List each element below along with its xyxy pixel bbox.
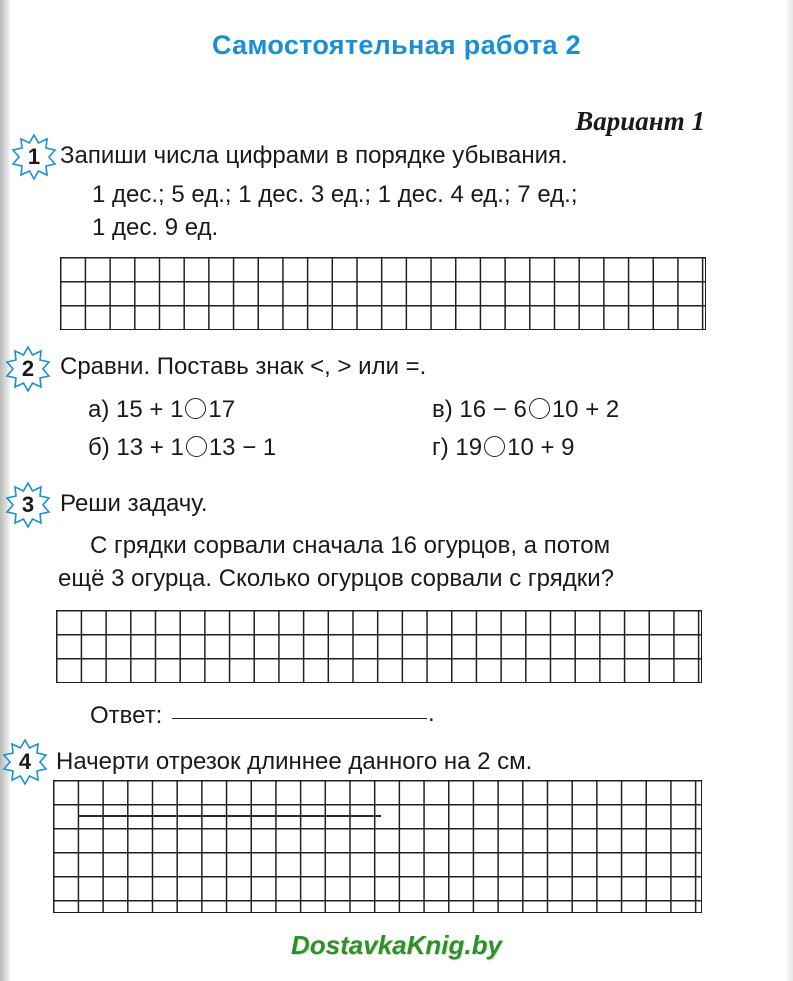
task-4-drawing-grid[interactable] bbox=[53, 780, 702, 913]
compare-item-b bbox=[88, 434, 276, 462]
item-left: 19 bbox=[455, 434, 483, 461]
compare-item-v bbox=[432, 396, 619, 424]
compare-item-a bbox=[88, 396, 235, 424]
item-label: а) bbox=[88, 396, 110, 423]
task-4-number: 4 bbox=[18, 749, 32, 774]
task-1-number: 1 bbox=[27, 144, 41, 169]
answer-label: Ответ: bbox=[90, 702, 163, 729]
item-right: 17 bbox=[208, 396, 236, 423]
variant-label: Вариант 1 bbox=[575, 106, 705, 136]
answer-field[interactable] bbox=[172, 718, 427, 719]
item-left: 15 + 1 bbox=[116, 396, 184, 423]
task-1-answer-grid[interactable] bbox=[60, 257, 706, 330]
watermark: DostavkaKnig.by bbox=[291, 930, 502, 960]
item-right: 10 + 2 bbox=[551, 396, 620, 423]
item-left: 16 − 6 bbox=[459, 396, 527, 423]
task-1-badge bbox=[10, 133, 58, 181]
item-right: 10 + 9 bbox=[507, 434, 575, 461]
item-right: 13 − 1 bbox=[208, 434, 277, 461]
item-label: б) bbox=[88, 434, 110, 461]
page-right-edge bbox=[785, 0, 793, 981]
compare-circle[interactable] bbox=[186, 436, 207, 457]
compare-circle[interactable] bbox=[185, 398, 206, 419]
task-2-badge bbox=[4, 345, 52, 393]
task-3-number: 3 bbox=[21, 492, 35, 517]
task-2-number: 2 bbox=[21, 356, 35, 381]
task-1-line-1: 1 дес.; 5 ед.; 1 дес. 3 ед.; 1 дес. 4 ед.; 7 ед.; bbox=[92, 181, 578, 208]
task-4-title: Начерти отрезок длиннее данного на 2 см. bbox=[56, 748, 533, 775]
item-label: в) bbox=[432, 396, 453, 423]
item-left: 13 + 1 bbox=[116, 434, 184, 461]
task-4-badge bbox=[1, 738, 49, 786]
answer-period: . bbox=[428, 700, 435, 727]
task-3-answer-grid[interactable] bbox=[56, 610, 702, 683]
compare-circle[interactable] bbox=[484, 436, 505, 457]
task-1-title: Запиши числа цифрами в порядке убывания. bbox=[60, 142, 568, 169]
task-3-line-2: ещё 3 огурца. Сколько огурцов сорвали с грядки? bbox=[58, 565, 614, 592]
task-3-badge bbox=[4, 481, 52, 529]
task-1-line-2: 1 дес. 9 ед. bbox=[92, 214, 219, 241]
task-3-title: Реши задачу. bbox=[60, 490, 208, 517]
compare-item-g bbox=[432, 434, 575, 462]
compare-circle[interactable] bbox=[529, 398, 550, 419]
given-segment bbox=[79, 815, 381, 817]
task-2-title: Сравни. Поставь знак <, > или =. bbox=[60, 353, 427, 380]
item-label: г) bbox=[432, 434, 449, 461]
task-3-line-1: С грядки сорвали сначала 16 огурцов, а потом bbox=[90, 532, 611, 559]
page-title: Самостоятельная работа 2 bbox=[212, 30, 581, 60]
